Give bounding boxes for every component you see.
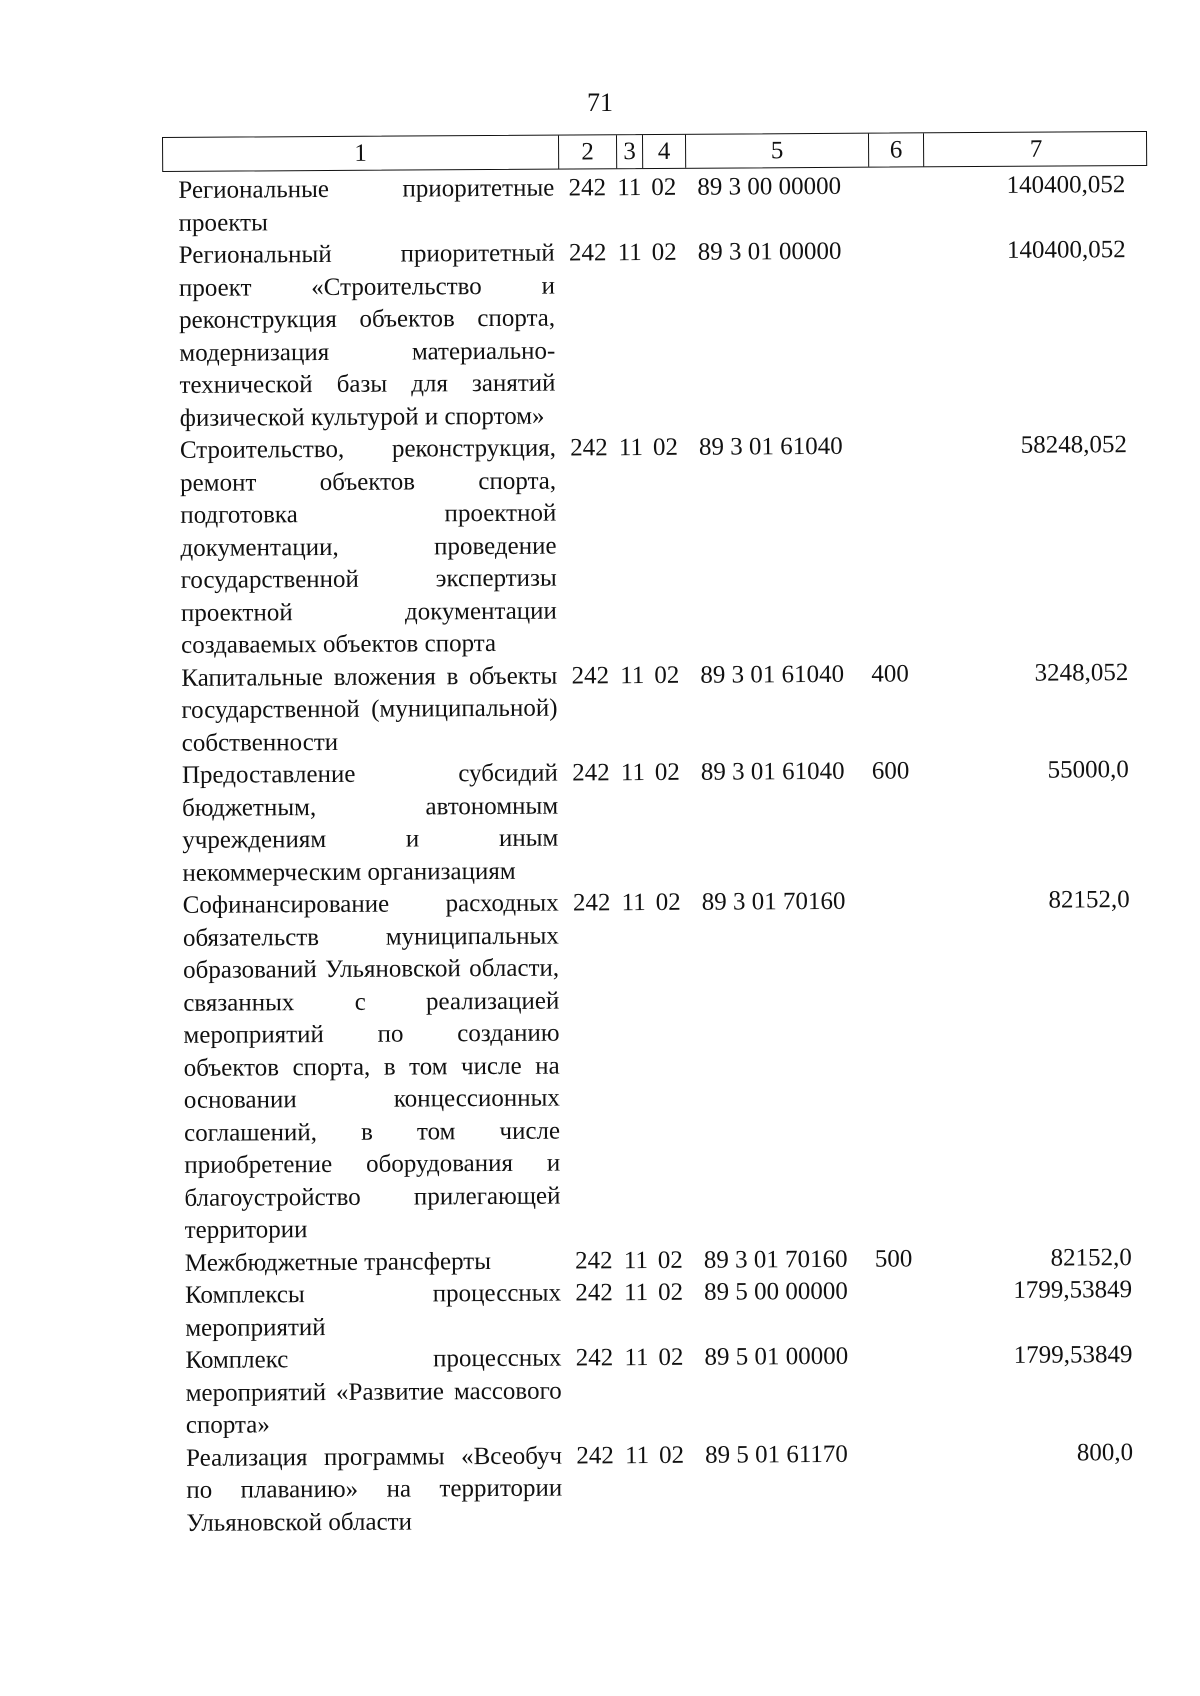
row-code-2: 242	[570, 434, 608, 462]
header-cell-2: 2	[559, 135, 617, 168]
table-row	[164, 429, 1150, 663]
row-code-4: 02	[651, 173, 677, 202]
row-code-2: 242	[575, 1344, 614, 1372]
table-row	[166, 754, 1152, 890]
row-code-3: 11	[621, 889, 646, 917]
row-code-4: 02	[655, 888, 681, 916]
row-code-5: 89 5 01 61170	[704, 1440, 848, 1469]
row-amount: 1799,53849	[1013, 1276, 1133, 1304]
row-code-4: 02	[652, 433, 678, 462]
row-code-3: 11	[618, 434, 644, 462]
row-code-4: 02	[654, 661, 680, 689]
row-code-5: 89 5 00 00000	[703, 1277, 848, 1306]
row-code-2: 242	[575, 1279, 613, 1307]
row-name: Строительство, реконструкция, ремонт объектов спорта, подготовка проектной документации, проведение государственной экспертизы проектной документации создаваемых объектов спорта	[179, 434, 557, 659]
table-body	[162, 169, 1155, 1540]
row-name: Софинансирование расходных обязательств муниципальных образований Ульяновской области, связанных с реализацией мероприятий по созданию объектов спорта, в том числе на основании концессионных соглашений, в том числе приобретение оборудования и благоустройство прилегающей территории	[182, 889, 561, 1244]
page-number: 71	[587, 88, 613, 117]
table-row	[167, 884, 1154, 1248]
row-code-4: 02	[658, 1343, 684, 1371]
row-amount: 82152,0	[1050, 1243, 1132, 1272]
row-code-5: 89 5 01 00000	[704, 1342, 849, 1371]
row-code-3: 11	[623, 1279, 649, 1307]
table-header	[162, 131, 1147, 172]
table-row	[170, 1436, 1156, 1540]
row-name: Комплексы процессных мероприятий	[184, 1279, 562, 1342]
row-code-3: 11	[617, 174, 642, 202]
row-amount: 55000,0	[1047, 756, 1129, 784]
row-code-4: 02	[651, 238, 677, 267]
row-code-4: 02	[657, 1278, 684, 1306]
row-code-4: 02	[658, 1441, 685, 1469]
row-code-6	[873, 885, 930, 1243]
row-code-5: 89 3 01 70160	[703, 1245, 848, 1274]
row-code-6: 500	[874, 1244, 913, 1273]
row-code-4: 02	[657, 1246, 683, 1274]
row-code-4: 02	[654, 758, 680, 787]
row-code-2: 242	[568, 239, 607, 267]
row-code-5: 89 3 01 61040	[700, 757, 845, 786]
row-code-6	[875, 1340, 931, 1438]
row-code-5: 89 3 01 61040	[700, 660, 845, 689]
row-code-5: 89 3 00 00000	[697, 172, 842, 201]
row-code-3: 11	[620, 661, 645, 689]
row-name: Реализация программы «Всеобуч по плаванию» на территории Ульяновской области	[185, 1442, 563, 1537]
row-amount: 58248,052	[1020, 431, 1127, 459]
row-code-3: 11	[620, 759, 646, 787]
row-code-2: 242	[576, 1441, 614, 1469]
table-row	[162, 169, 1147, 240]
row-name: Региональные приоритетные проекты	[178, 174, 555, 237]
budget-table	[162, 131, 1156, 1540]
row-amount: 82152,0	[1048, 886, 1130, 914]
row-code-6: 400	[871, 659, 909, 688]
header-cell-5: 5	[686, 134, 869, 168]
row-code-6	[875, 1275, 930, 1340]
row-name: Капитальные вложения в объекты государственной (муниципальной) собственности	[181, 662, 558, 757]
row-code-3: 11	[624, 1344, 649, 1372]
row-code-2: 242	[572, 889, 611, 917]
header-cell-6: 6	[869, 133, 924, 166]
row-amount: 1799,53849	[1013, 1341, 1133, 1369]
row-name: Межбюджетные трансферты	[184, 1247, 492, 1277]
table-row	[165, 656, 1151, 760]
row-amount: 140400,052	[1006, 171, 1126, 199]
header-cell-7: 7	[1029, 135, 1043, 163]
row-amount: 140400,052	[1006, 236, 1126, 264]
row-code-6: 600	[871, 757, 910, 785]
table-row	[169, 1274, 1154, 1345]
row-code-2: 242	[572, 759, 610, 787]
row-name: Предоставление субсидий бюджетным, автономным учреждениям и иным некоммерческим организациям	[181, 759, 559, 887]
row-code-2: 242	[568, 174, 607, 202]
row-code-3: 11	[617, 239, 642, 267]
row-name: Региональный приоритетный проект «Строительство и реконструкция объектов спорта, модернизация материально-технической базы для занятий физической культурой и спортом»	[178, 239, 556, 432]
row-code-6	[876, 1438, 932, 1536]
row-code-5: 89 3 01 61040	[698, 432, 843, 461]
row-code-5: 89 3 01 00000	[697, 237, 842, 266]
table-row	[169, 1339, 1155, 1443]
row-name: Комплекс процессных мероприятий «Развитие массового спорта»	[185, 1344, 562, 1439]
row-code-6	[870, 430, 926, 658]
header-cell-4: 4	[643, 135, 686, 168]
row-code-6	[868, 170, 923, 235]
row-code-3: 11	[623, 1246, 648, 1274]
row-code-5: 89 3 01 70160	[701, 887, 846, 916]
row-code-3: 11	[624, 1441, 650, 1469]
header-cell-1: 1	[163, 136, 559, 171]
row-amount: 3248,052	[1034, 658, 1129, 687]
row-code-2: 242	[575, 1246, 613, 1274]
row-code-2: 242	[571, 661, 610, 690]
row-amount: 800,0	[1076, 1438, 1134, 1466]
row-code-6	[869, 235, 925, 430]
header-cell-3: 3	[617, 135, 643, 168]
table-row	[163, 234, 1149, 435]
